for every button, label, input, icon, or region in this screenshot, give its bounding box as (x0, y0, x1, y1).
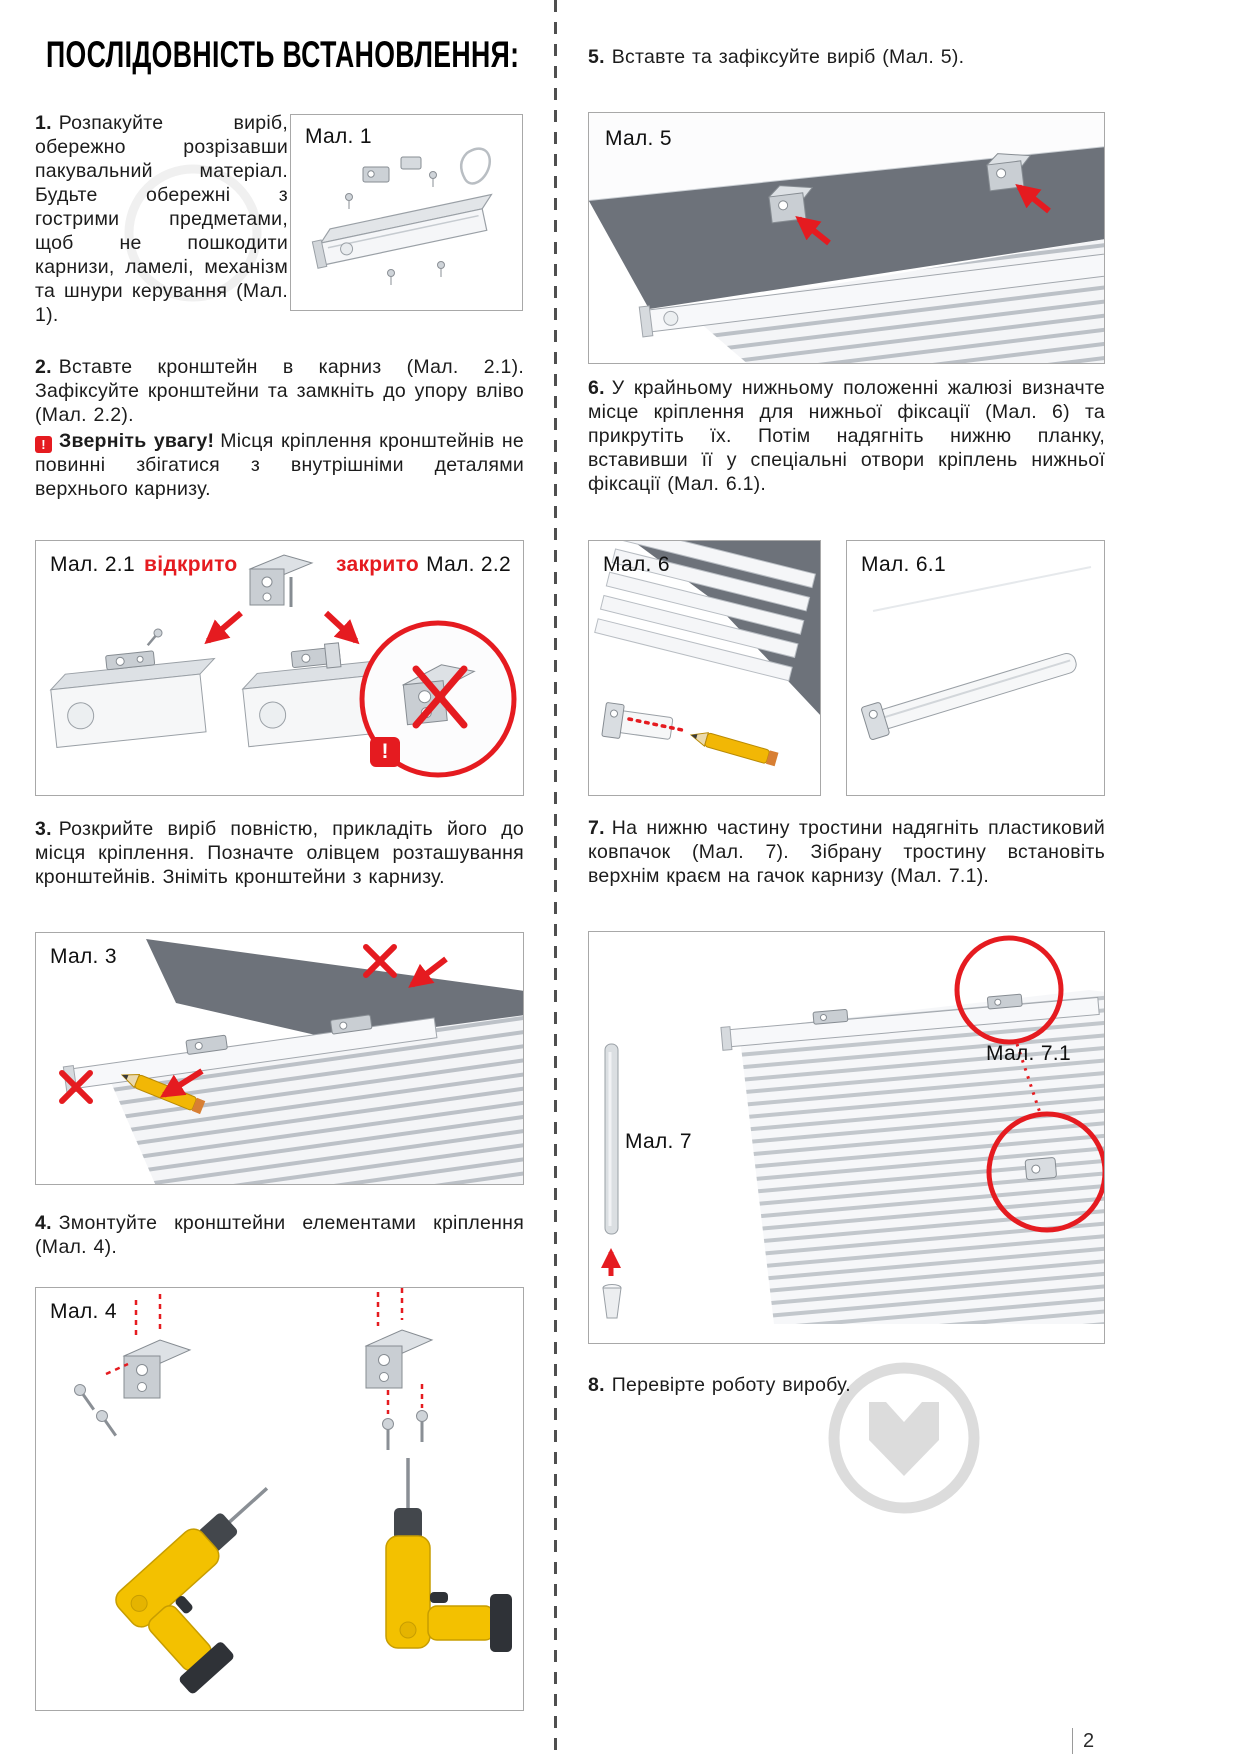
warning-text: Місця кріплення кронштейнів не повинні збігатися з внутрішніми деталями верхнього карнизу. (35, 429, 524, 500)
step-2-text: Вставте кронштейн в карниз (Мал. 2.1). Зафіксуйте кронштейни та замкніть до упору вліво (Мал. 2.2). (35, 356, 524, 426)
figure-7-1-label: Мал. 7.1 (986, 1042, 1071, 1065)
step-8-text: Перевірте роботу виробу. (611, 1374, 851, 1396)
page-number-value: 2 (1083, 1729, 1095, 1752)
figure-2-open-label: відкрито (144, 553, 238, 576)
step-3-text: Розкрийте виріб повністю, прикладіть його до місця кріплення. Позначте олівцем розташування кронштейнів. Зніміть кронштейни з карнизу. (35, 818, 524, 888)
warning-exclaim-badge: ! (370, 737, 400, 767)
step-2 (35, 356, 524, 502)
step-1-text: Розпакуйте виріб, обережно розрізавши пакувальний матеріал. Будьте обережні з гострими предметами, щоб не пошкодити карнизи, ламелі, механізм та шнури керування (Мал. 1). (35, 112, 288, 326)
fig2-illustration-brackets-icon (36, 541, 524, 796)
figure-5-label: Мал. 5 (605, 127, 672, 150)
warning-title: Зверніть увагу! (59, 429, 215, 452)
figure-1 (290, 114, 523, 311)
step-7-text: На нижню частину тростини надягніть пластиковий ковпачок (Мал. 7). Зібрану тростину встановіть верхнім краєм на гачок карнизу (Мал. 7.1). (588, 817, 1105, 887)
page-number-rule (1072, 1728, 1073, 1754)
warning-icon: ! (35, 436, 52, 453)
figure-3-label: Мал. 3 (50, 945, 117, 968)
column-divider (554, 0, 557, 1760)
step-2-number: 2. (35, 356, 52, 378)
figure-4 (35, 1287, 524, 1711)
figure-2-1-label: Мал. 2.1 (50, 553, 135, 576)
step-6-text: У крайньому нижньому положенні жалюзі визначте місце кріплення для нижньої фіксації (Мал. 6) та прикрутіть їх. Потім надягніть нижню планку, вставивши її у спеціальні отвори кріплень нижньої фіксації (Мал. 6.1). (588, 377, 1105, 495)
figure-2 (35, 540, 524, 796)
figure-2-2-label: Мал. 2.2 (426, 553, 511, 576)
figure-2-closed-label: закрито (336, 553, 420, 576)
step-8 (588, 1374, 1105, 1398)
figure-7-label: Мал. 7 (625, 1130, 692, 1153)
page-number (1072, 1728, 1094, 1754)
step-7 (588, 817, 1105, 889)
figure-4-label: Мал. 4 (50, 1300, 117, 1323)
fig4-illustration-drilling-icon (36, 1288, 524, 1711)
step-6-number: 6. (588, 377, 605, 399)
step-1 (35, 112, 288, 328)
figure-6 (588, 540, 821, 796)
step-5-text: Вставте та зафіксуйте виріб (Мал. 5). (611, 46, 965, 68)
step-7-number: 7. (588, 817, 605, 839)
step-3-number: 3. (35, 818, 52, 840)
fig6-1-illustration-bottom-rail-icon (847, 541, 1105, 796)
figure-5 (588, 112, 1105, 364)
fig6-illustration-bottom-fixation-icon (589, 541, 821, 796)
warning-note (35, 430, 524, 502)
page-title: ПОСЛІДОВНІСТЬ ВСТАНОВЛЕННЯ: (46, 34, 520, 75)
fig3-illustration-marking-icon (36, 933, 524, 1185)
step-1-number: 1. (35, 112, 52, 134)
step-4 (35, 1212, 524, 1260)
step-4-number: 4. (35, 1212, 52, 1234)
figure-6-label: Мал. 6 (603, 553, 670, 576)
step-5 (588, 46, 1105, 70)
figure-7 (588, 931, 1105, 1344)
figure-6-1 (846, 540, 1105, 796)
step-8-number: 8. (588, 1374, 605, 1396)
step-5-number: 5. (588, 46, 605, 68)
figure-6-1-label: Мал. 6.1 (861, 553, 946, 576)
step-4-text: Змонтуйте кронштейни елементами кріплення (Мал. 4). (35, 1212, 524, 1258)
figure-1-label: Мал. 1 (305, 125, 372, 148)
step-3 (35, 818, 524, 890)
step-6 (588, 377, 1105, 497)
figure-3 (35, 932, 524, 1185)
